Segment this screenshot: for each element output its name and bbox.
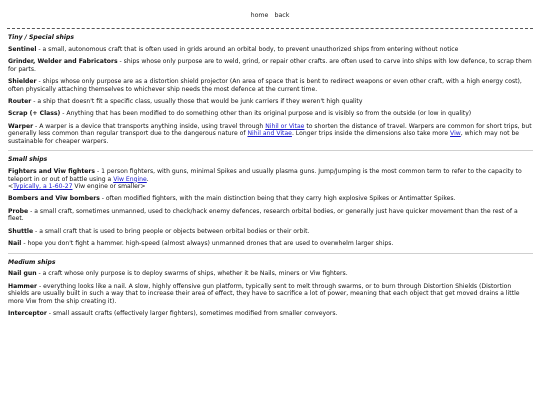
entry-text: - ships whose only purpose are as a distortion shield projector (An area of space that is bent to redirect weapons or even other craft, with a high energy cost), often physically attaching themselves to whichever ship needs the most defence at the current time. [8,77,522,93]
entry-grinder [8,58,533,73]
entry-term: Router [8,97,32,105]
entry-probe [8,208,533,223]
entry-term: Interceptor [8,310,47,318]
typical-engine-link[interactable]: Typically, a 1-60-27 [13,183,73,191]
viw-engine-link[interactable]: Viw Engine [113,175,147,183]
entry-term: Nail gun [8,270,37,278]
entry-text: - ships whose only purpose are to weld, grind, or repair other crafts. are often used to carve into ships with low defence, to scrap them for parts. [8,57,532,73]
entry-shielder [8,78,533,93]
entry-interceptor [8,310,533,318]
entry-text: < [8,183,14,191]
entry-text: to shorten the distance of travel. Warpers are common for short trips, but generally less common than regular transport due to the dangerous nature of [8,122,532,138]
entry-term: Warper [8,122,34,130]
top-navigation [0,0,540,22]
section-title-tiny: Tiny / Special ships [8,34,74,41]
entry-text: - hope you don't fight a hammer. high-speed (almost always) unmanned drones that are used to overwhelm larger ships. [21,240,394,248]
entry-text: - a small, autonomous craft that is often used in grids around an orbital body, to prevent unauthorized ships from entering without notice [36,45,459,53]
section-title-small: Small ships [8,156,48,164]
entry-text: - a small craft, sometimes unmanned, used to check/hack enemy defences, research orbital bodies, or generally just have quicker movement than the rest of a fleet. [8,207,518,223]
entry-text: - Anything that has been modified to do something other than its original purpose and is visibly so from the outside (or low in quality) [60,110,472,118]
entry-router [8,98,533,106]
entry-text: . Longer trips inside the dimensions also take more [291,130,451,138]
nav-divider [7,28,533,29]
entry-term: Probe [8,207,29,215]
entry-text: , which may not be sustainable for cheaper warpers. [8,130,520,145]
entry-term: Shielder [8,77,37,85]
entry-text: Viw engine or smaller> [72,183,146,191]
home-link[interactable]: home [250,12,269,19]
entry-fighters [8,168,533,191]
entry-sentinel [8,46,533,54]
entry-term: Bombers and Viw bombers [8,195,100,203]
entry-bombers [8,195,533,203]
entry-term: Shuttle [8,227,34,235]
entry-text: . [146,175,149,183]
entry-text: - A warper is a device that transports anything inside, using travel through [33,122,266,130]
section-title-medium: Medium ships [8,258,56,266]
entry-term: Fighters and Viw fighters [8,167,96,175]
entry-hammer [8,283,533,306]
entry-text: - everything looks like a nail. A slow, highly offensive gun platform, typically sent to melt through swarms, or to burn through Distortion Shields (Distortion shields are usually built in such a way that to increase their area of effect, they have to sacrifice a lot of power, meaning that each object that get moved drains a little more Viw from the ship creating it). [8,282,520,305]
entry-text: - a ship that doesn't fit a specific class, usually those that would be junk carriers if they weren't high quality [31,97,363,105]
entry-text: - often modified fighters, with the main distinction being that they carry high explosive Spikes or Antimatter Spikes. [99,195,456,203]
nihil-and-vitae-link[interactable]: Nihil and Vitae [247,130,292,138]
entry-term: Sentinel [8,45,37,53]
section-divider [8,150,533,151]
entry-scrap [8,110,533,118]
entry-nail-gun [8,270,533,278]
entry-term: Nail [8,240,22,248]
entry-term: Hammer [8,282,38,290]
entry-nail [8,240,533,248]
section-divider [8,253,533,254]
entry-shuttle [8,228,533,236]
entry-text: - a craft whose only purpose is to deploy swarms of ships, whether it be Nails, miners or Viw fighters. [36,270,348,278]
entry-term: Grinder, Welder and Fabricators [8,57,118,65]
entry-warper [8,123,533,146]
back-link[interactable]: back [274,12,290,19]
entry-term: Scrap (+ Class) [8,110,61,118]
entry-text: - 1 person fighters, with guns, minimal Spikes and usually plasma guns. Jump/Jumping is the most common term to refer to the capacity to teleport in or out of battle using a [8,167,522,183]
nihil-vitae-link[interactable]: Nihil or Vitae [265,122,305,130]
entry-text: - a small craft that is used to bring people or objects between orbital bodies or their orbit. [33,227,310,235]
entry-text: - small assault crafts (effectively larger fighters), sometimes modified from smaller conveyors. [46,310,338,318]
viw-link[interactable]: Viw [450,130,461,138]
article-content [0,34,540,318]
